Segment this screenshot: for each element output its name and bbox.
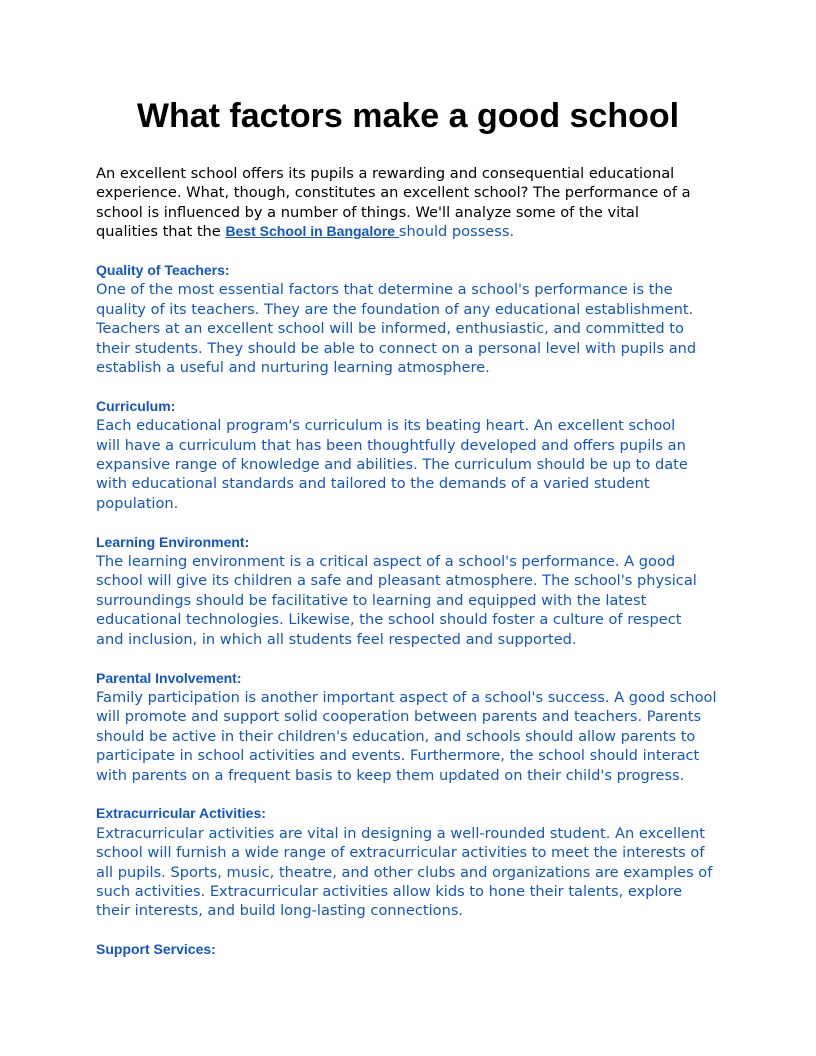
intro-text: An excellent school offers its pupils a rewarding and consequential educational experience. What, though, constitutes an excellent school? The performance of a school is influenced by a number of things. We'll analyze some of the vital qualities that the [96,165,691,241]
section-quality-of-teachers [96,261,726,377]
section-heading: Support Services: [96,941,216,958]
page-title: What factors make a good school [136,97,680,135]
section-body: Extracurricular activities are vital in designing a well-rounded student. An excellent school will furnish a wide range of extracurricular activities to meet the interests of all pupils. Sports, music, theatre, and other clubs and organizations are examples of such activities. Extracurricular activities allow kids to hone their talents, explore their interests, and build long-lasting connections. [96,824,713,920]
section-body: The learning environment is a critical aspect of a school's performance. A good school will give its children a safe and pleasant atmosphere. The school's physical surroundings should be facilitative to learning and equipped with the latest educational technologies. Likewise, the school should foster a culture of respect and inclusion, in which all students feel respected and supported. [96,553,697,648]
section-heading: Parental Involvement: [96,669,242,686]
section-body: Family participation is another important aspect of a school's success. A good school will promote and support solid cooperation between parents and teachers. Parents should be active in their children's education, and schools should allow parents to participate in school activities and events. Furthermore, the school should interact with parents on a frequent basis to keep them updated on their child's progress. [96,688,717,784]
section-curriculum [96,397,726,513]
best-school-link[interactable]: Best School in Bangalore [225,223,399,240]
section-heading: Learning Environment: [96,533,250,550]
section-parental-involvement [96,669,726,785]
section-body: One of the most essential factors that determine a school's performance is the quality of its teachers. They are the foundation of any educational establishment. Teachers at an excellent school will be informed, enthusiastic, and committed to their students. They should be able to connect on a personal level with pupils and establish a useful and nurturing learning atmosphere. [96,281,697,377]
section-heading: Curriculum: [96,397,176,414]
section-heading: Quality of Teachers: [96,262,230,279]
section-extracurricular-activities [96,804,726,920]
section-learning-environment [96,533,726,649]
section-heading: Extracurricular Activities: [96,805,266,822]
section-support-services [96,940,726,959]
document-body [96,164,726,960]
intro-paragraph [96,164,726,242]
section-body: Each educational program's curriculum is its beating heart. An excellent school will have a curriculum that has been thoughtfully developed and offers pupils an expansive range of knowledge and abilities. The curriculum should be up to date with educational standards and tailored to the demands of a varied student population. [96,417,688,512]
intro-text-after-link: should possess. [398,223,515,241]
